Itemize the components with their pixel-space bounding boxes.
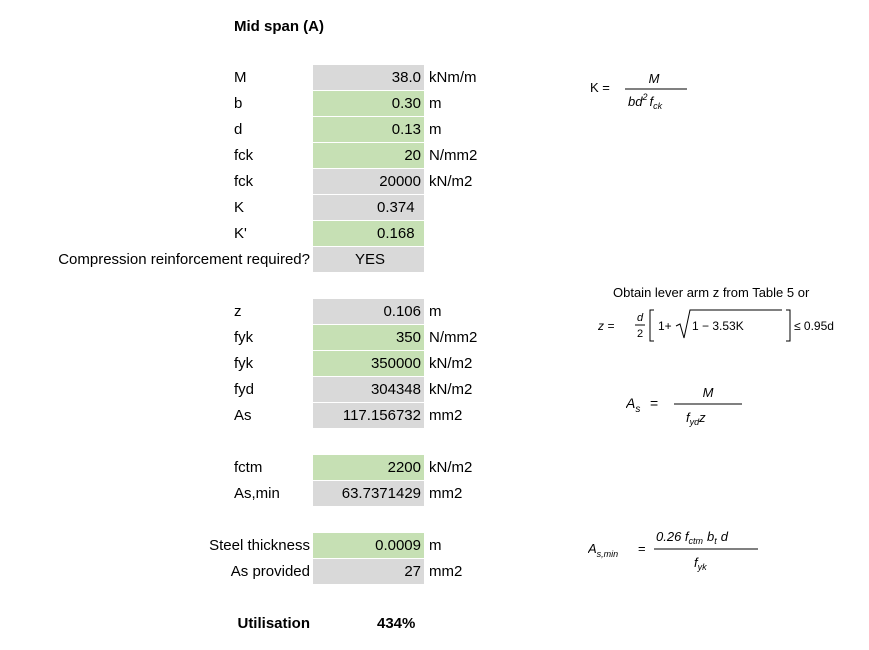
label-fyd: fyd	[234, 381, 255, 398]
value-as[interactable]: 117.156732	[313, 403, 424, 428]
z-formula-caption: Obtain lever arm z from Table 5 or	[613, 285, 810, 300]
label-as: As	[234, 407, 252, 424]
unit-steel-thickness: m	[429, 537, 442, 554]
label-fyk: fyk	[234, 329, 254, 346]
as-min-formula-lhs: $A_{s,min}$	[588, 541, 619, 559]
label-k-prime: K'	[234, 225, 247, 242]
as-formula-eq: =	[650, 395, 659, 411]
unit-fctm: kN/m2	[429, 459, 473, 476]
value-fctm[interactable]: 2200	[313, 455, 424, 480]
unit-fyd: kN/m2	[429, 381, 473, 398]
value-fck[interactable]: 20	[313, 143, 424, 168]
value-m[interactable]: 38.0	[313, 65, 424, 90]
z-formula-root: 1 − 3.53K	[692, 319, 744, 333]
k-formula-denominator: $bd^2$ $f_{ck}$	[628, 92, 663, 111]
unit-z: m	[429, 303, 442, 320]
z-formula-rhs: ≤ 0.95d	[794, 319, 834, 333]
label-m: M	[234, 69, 247, 86]
label-fctm: fctm	[234, 459, 263, 476]
unit-fyk-kn: kN/m2	[429, 355, 473, 372]
label-z: z	[234, 303, 242, 320]
k-formula	[590, 64, 700, 120]
value-k[interactable]: 0.374	[313, 195, 424, 220]
value-steel-thickness[interactable]: 0.0009	[313, 533, 424, 558]
value-compression-reinforcement[interactable]: YES	[313, 247, 424, 272]
label-d: d	[234, 121, 243, 138]
unit-b: m	[429, 95, 442, 112]
as-min-formula-numerator: 0.26 $f_{ctm}$ $b_t$ d	[656, 529, 729, 546]
value-fyk[interactable]: 350	[313, 325, 424, 350]
value-utilisation: 434%	[377, 615, 416, 632]
value-b[interactable]: 0.30	[313, 91, 424, 116]
value-fck-kn[interactable]: 20000	[313, 169, 424, 194]
z-formula-frac-num: d	[636, 312, 644, 324]
value-z[interactable]: 0.106	[313, 299, 424, 324]
z-formula	[598, 302, 860, 346]
unit-m: kNm/m	[429, 69, 477, 86]
as-min-formula	[588, 522, 778, 578]
k-formula-lhs: K =	[590, 80, 610, 95]
unit-as-provided: mm2	[429, 563, 463, 580]
as-formula	[626, 378, 756, 434]
value-as-provided[interactable]: 27	[313, 559, 424, 584]
label-fyk-kn: fyk	[234, 355, 254, 372]
as-min-formula-eq: =	[638, 541, 646, 556]
unit-as: mm2	[429, 407, 463, 424]
value-fyk-kn[interactable]: 350000	[313, 351, 424, 376]
z-formula-lhs: z =	[598, 319, 615, 333]
value-as-min[interactable]: 63.7371429	[313, 481, 424, 506]
z-formula-body: 1+	[658, 319, 672, 333]
value-d[interactable]: 0.13	[313, 117, 424, 142]
label-as-min: As,min	[234, 485, 280, 502]
label-compression-reinforcement: Compression reinforcement required?	[58, 251, 310, 268]
label-fck-kn: fck	[234, 173, 254, 190]
label-k: K	[234, 199, 245, 216]
unit-as-min: mm2	[429, 485, 463, 502]
k-formula-numerator: M	[648, 71, 660, 86]
z-formula-frac-den: 2	[636, 328, 644, 340]
value-k-prime[interactable]: 0.168	[313, 221, 424, 246]
label-steel-thickness: Steel thickness	[209, 537, 310, 554]
unit-d: m	[429, 121, 442, 138]
label-as-provided: As provided	[230, 563, 310, 580]
label-b: b	[234, 95, 243, 112]
as-formula-denominator: $f_{yd}z$	[686, 410, 706, 427]
unit-fck-kn: kN/m2	[429, 173, 473, 190]
label-fck: fck	[234, 147, 254, 164]
as-min-formula-denominator: $f_{yk}$	[694, 555, 707, 572]
unit-fyk: N/mm2	[429, 329, 478, 346]
unit-fck: N/mm2	[429, 147, 478, 164]
as-formula-numerator: M	[702, 385, 714, 400]
as-formula-lhs: $A_s$	[626, 395, 641, 415]
section-title: Mid span (A)	[234, 18, 324, 35]
value-fyd[interactable]: 304348	[313, 377, 424, 402]
label-utilisation: Utilisation	[237, 615, 310, 632]
